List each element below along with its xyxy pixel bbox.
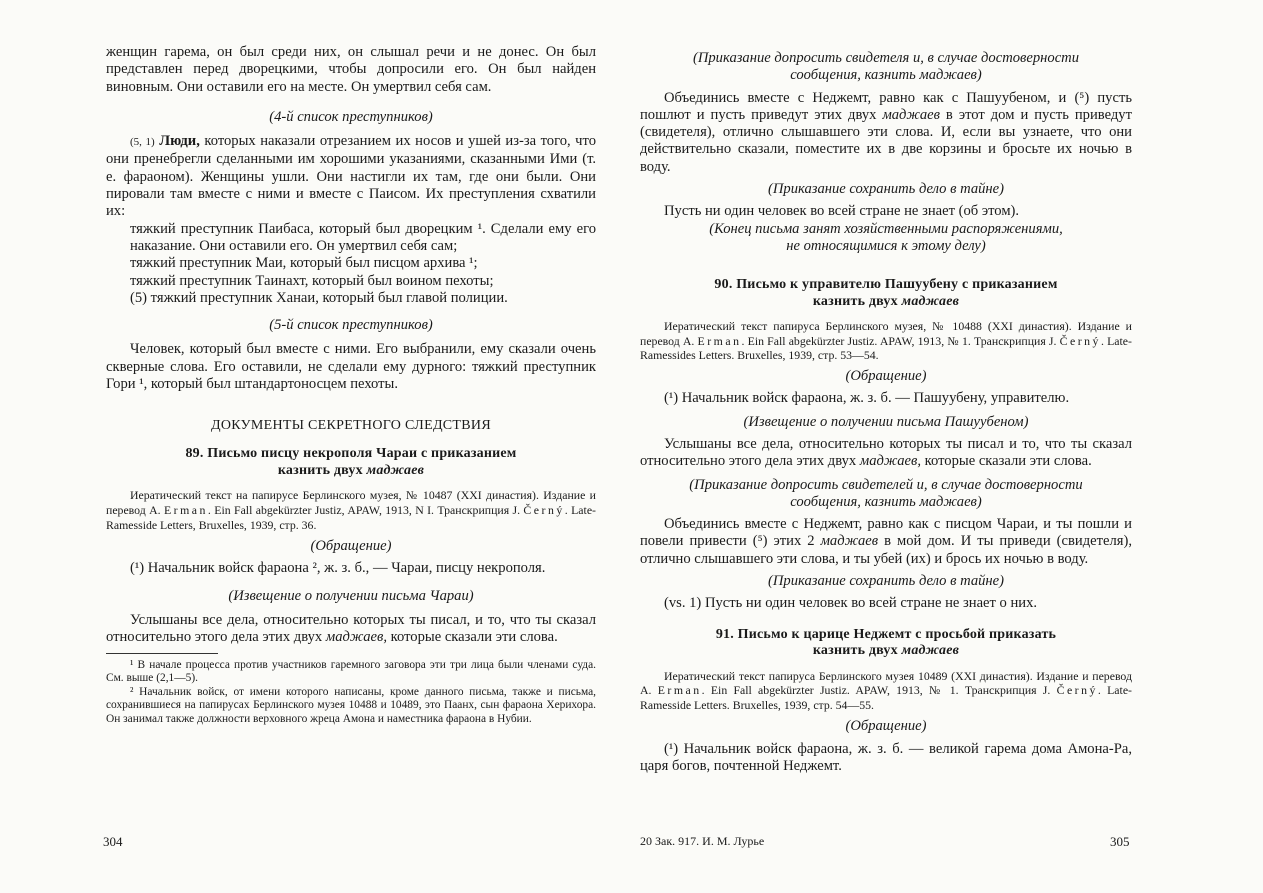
footnote-rule [106, 653, 218, 654]
author-name: Černý [523, 502, 565, 517]
title-italic: маджаев [901, 293, 960, 309]
paragraph-text: Объединись вместе с Неджемт, равно как с Пашуубеном, и (⁵) пусть пошлют и пусть приведут этих двух [640, 89, 1132, 123]
italic-term: маджаев [820, 533, 879, 550]
footnote: ¹ В начале процесса против участников гаремного заговора эти три лица были членами суда. См. выше (2,1—5). [106, 658, 596, 685]
section-heading: (Извещение о получении письма Чараи) [228, 587, 474, 604]
source-text: . Late-Ramessides Letters. Bruxelles, 1939, стр. 53—54. [640, 333, 1132, 363]
source-text: . Ein Fall abgekürzter Justiz. APAW, 1913, № 1. Транскрипция J. [741, 333, 1060, 348]
paragraph-text: которые сказали эти слова. [921, 453, 1092, 470]
section-heading: (Приказание сохранить дело в тайне) [768, 573, 1004, 590]
paragraph: (¹) Начальник войск фараона, ж. з. б. — великой гарема дома Амона-Ра, царя богов, почтенной Неджемт. [640, 740, 1132, 774]
title-italic: маджаев [366, 462, 425, 478]
source-text: Иератический текст папируса Берлинского музея, № 10488 (XXI династия). Издание и перевод A. [640, 319, 1132, 348]
section-heading: (Конец письма занят хозяйственными распоряжениями, [709, 220, 1063, 237]
document-title [640, 294, 1132, 311]
author-name: Erman [697, 333, 742, 348]
document-title: 91. Письмо к царице Неджемт с просьбой приказать [715, 626, 1057, 642]
source-text: . Late-Ramesside Letters. Bruxelles, 1939, стр. 54—55. [640, 683, 1132, 712]
paragraph-text: которых наказали отрезанием их носов и ушей из-за того, что они пренебрегли сделанными им хорошими указаниями, сказанными Ими (т. е. фараоном). Женщины ушли. Они настигли их там, где они были. Они пировали там вместе с ними и вместе с Паисом. Их преступления схватили их: [106, 133, 597, 220]
right-page [640, 50, 1132, 893]
page-number: 305 [1110, 834, 1130, 849]
section-heading: (Обращение) [845, 718, 927, 735]
paragraph-text: Услышаны все дела, относительно которых ты писал и то, что ты сказал относительно этого дела этих двух [640, 435, 1132, 470]
source-note [640, 669, 1132, 713]
list-item: тяжкий преступник Таинахт, который был воином пехоты; [130, 272, 494, 289]
italic-term: маджаев [882, 106, 940, 123]
paragraph [106, 612, 596, 647]
title-italic: маджаев [901, 643, 960, 659]
paragraph [640, 90, 1132, 176]
title-text: казнить двух [812, 293, 902, 309]
line-reference: (5, 1) [130, 136, 155, 149]
section-heading: (4-й список преступников) [269, 108, 433, 125]
paragraph-text: которые сказали эти слова. [387, 629, 558, 646]
author-name: Černý [1056, 683, 1098, 698]
source-note [640, 319, 1132, 363]
paragraph: женщин гарема, он был среди них, он слышал речи и не донес. Он был представлен перед дворецкими, чтобы допросили его. Он был найден виновным. Они оставили его на месте. Он умертвил себя сам. [106, 44, 596, 95]
source-text: Иератический текст на папирусе Берлинского музея, № 10487 (XXI династия). Издание и перевод A. [106, 488, 596, 517]
paragraph-text: Услышаны все дела, относительно которых ты писал, и то, что ты сказал относительно этого дела этих двух [106, 612, 596, 646]
paragraph: Пусть ни один человек во всей стране не знает (об этом). [664, 203, 1020, 220]
left-page [106, 44, 596, 893]
paragraph [640, 516, 1132, 568]
paragraph [640, 436, 1132, 471]
paragraph-text: в мой дом. И ты приведи (свидетеля), отлично слышавшего эти слова, и ты убей (их) и брось их ночью в воду. [640, 533, 1132, 567]
list-item: тяжкий преступник Маи, который был писцом архива ¹; [130, 255, 478, 272]
section-heading: (Извещение о получении письма Пашуубеном) [743, 413, 1029, 430]
italic-term: маджаев, [325, 629, 388, 646]
document-title [640, 643, 1132, 660]
author-name: Černý [1059, 333, 1101, 348]
paragraph: Человек, который был вместе с ними. Его выбранили, ему сказали очень скверные слова. Его оставили, не сделали ему дурного: тяжкий преступник Гори ¹, который был штандартоносцем пехоты. [106, 341, 596, 393]
section-heading: сообщения, казнить маджаев) [790, 493, 982, 510]
printer-signature: 20 Зак. 917. И. М. Лурье [640, 834, 765, 848]
paragraph-text: в этот дом и пусть приведут (свидетеля), отлично слышавшего эти слова. И, если вы узнаете, что они действительно сказали, поместите их в две корзины и бросьте их ночью в воду. [640, 106, 1132, 175]
source-text: . Ein Fall abgekürzter Justiz, APAW, 1913, N I. Транскрипция J. [207, 502, 524, 517]
paragraph [106, 133, 596, 220]
paragraph: (¹) Начальник войск фараона ², ж. з. б., — Чараи, писцу некрополя. [130, 560, 546, 577]
list-item: (5) тяжкий преступник Ханаи, который был главой полиции. [130, 289, 508, 306]
document-title [106, 463, 596, 480]
paragraph: (vs. 1) Пусть ни один человек во всей стране не знает о них. [664, 595, 1038, 612]
title-text: казнить двух [277, 462, 367, 478]
source-text: Иератический текст папируса Берлинского музея 10489 (XXI династия). Издание и перевод A. [640, 668, 1132, 698]
section-heading: сообщения, казнить маджаев) [790, 67, 982, 84]
italic-term: маджаев, [859, 453, 922, 470]
section-heading: (Обращение) [845, 368, 927, 385]
title-text: казнить двух [812, 643, 902, 659]
paragraph: (¹) Начальник войск фараона, ж. з. б. — Пашуубену, управителю. [664, 390, 1070, 407]
author-name: Erman [657, 683, 702, 698]
source-note [106, 488, 596, 532]
author-name: Erman [163, 502, 208, 517]
list-item: тяжкий преступник Паибаса, который был дворецким ¹. Сделали ему его наказание. Они оставили его. Он умертвил себя сам; [130, 220, 596, 254]
section-heading: не относящимися к этому делу) [786, 237, 986, 254]
section-heading: (5-й список преступников) [269, 317, 433, 334]
document-title: 90. Письмо к управителю Пашуубену с приказанием [714, 277, 1058, 293]
section-heading: (Приказание сохранить дело в тайне) [768, 181, 1004, 198]
lead-word: Люди, [159, 133, 200, 150]
page-number: 304 [103, 834, 123, 849]
footnote: ² Начальник войск, от имени которого написаны, кроме данного письма, также и письма, сохранившиеся на папирусах Берлинского музея 10488 и 10489, это Паанх, сын фараона Херихора. Он занимал также должности верховного жреца Амона и наместника фараона в Нубии. [106, 685, 596, 725]
section-heading: (Приказание допросить свидетелей и, в случае достоверности [689, 476, 1083, 493]
part-heading: ДОКУМЕНТЫ СЕКРЕТНОГО СЛЕДСТВИЯ [211, 418, 491, 434]
paragraph-text: Объединись вместе с Неджемт, равно как с писцом Чараи, и ты пошли и повели привести (⁵) этих 2 [640, 516, 1132, 550]
section-heading: (Обращение) [310, 538, 392, 555]
source-text: . Ein Fall abgekürzter Justiz. APAW, 1913, № 1. Транскрипция J. [701, 683, 1057, 698]
section-heading: (Приказание допросить свидетеля и, в случае достоверности [692, 50, 1080, 66]
source-text: . Late-Ramesside Letters, Bruxelles, 1939, стр. 36. [106, 502, 596, 532]
document-title: 89. Письмо писцу некрополя Чараи с приказанием [185, 446, 517, 462]
